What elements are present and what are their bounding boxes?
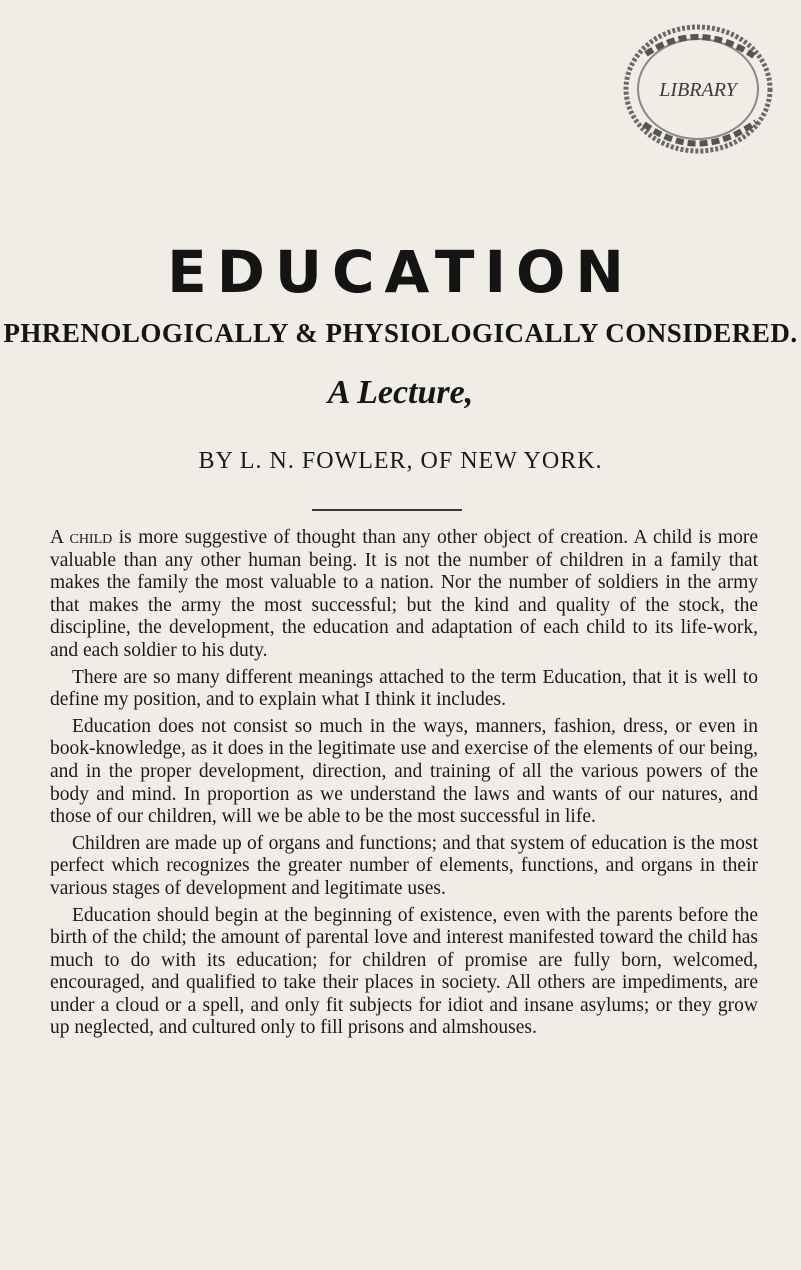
paragraph-2: There are so many different meanings attached to the term Education, that it is well to define my position, and to explain what I think it includes. bbox=[50, 666, 758, 711]
paragraph-1-text: is more suggestive of thought than any other object of creation. A child is more valuable than any other human being. It is not the number of children in a family that makes the family the most valuable to a nation. Nor the number of soldiers in the army that makes the army the most successful; but the kind and quality of the stock, the discipline, the development, the education and adaptation of each child to its life-work, and each soldier to his duty. bbox=[50, 527, 758, 661]
paragraph-1 bbox=[50, 527, 758, 663]
paragraph-4: Children are made up of organs and functions; and that system of education is the most perfect which recognizes the greater number of elements, functions, and organs in their various stages of development and legitimate uses. bbox=[50, 832, 758, 899]
author-byline: BY L. N. FOWLER, OF NEW YORK. bbox=[198, 448, 603, 474]
page-subtitle: PHRENOLOGICALLY & PHYSIOLOGICALLY CONSIDERED. bbox=[3, 318, 798, 348]
paragraph-lead: A child bbox=[50, 527, 113, 548]
lecture-heading: A Lecture, bbox=[327, 374, 474, 411]
stamp-label: LIBRARY bbox=[659, 79, 737, 101]
paragraph-3: Education does not consist so much in the ways, manners, fashion, dress, or even in book-knowledge, as it does in the legitimate use and exercise of the elements of our being, and in the proper development, direction, and training of all the various powers of the body and mind. In proportion as we understand the laws and wants of our natures, and those of our children, will we be able to be the most successful in life. bbox=[50, 715, 758, 828]
library-stamp-icon bbox=[606, 14, 786, 164]
paragraph-5: Education should begin at the beginning of existence, even with the parents before the birth of the child; the amount of parental love and interest manifested toward the child has much to do with its education; for children of promise are fully born, welcomed, encouraged, and qualified to take their places in society. All others are impediments, are under a cloud or a spell, and only fit subjects for idiot and insane asylums; or they grow up neglected, and cultured only to fill prisons and almshouses. bbox=[50, 904, 758, 1039]
body-text bbox=[50, 527, 758, 1044]
page-title: EDUCATION bbox=[167, 238, 634, 306]
divider-rule bbox=[312, 509, 462, 511]
